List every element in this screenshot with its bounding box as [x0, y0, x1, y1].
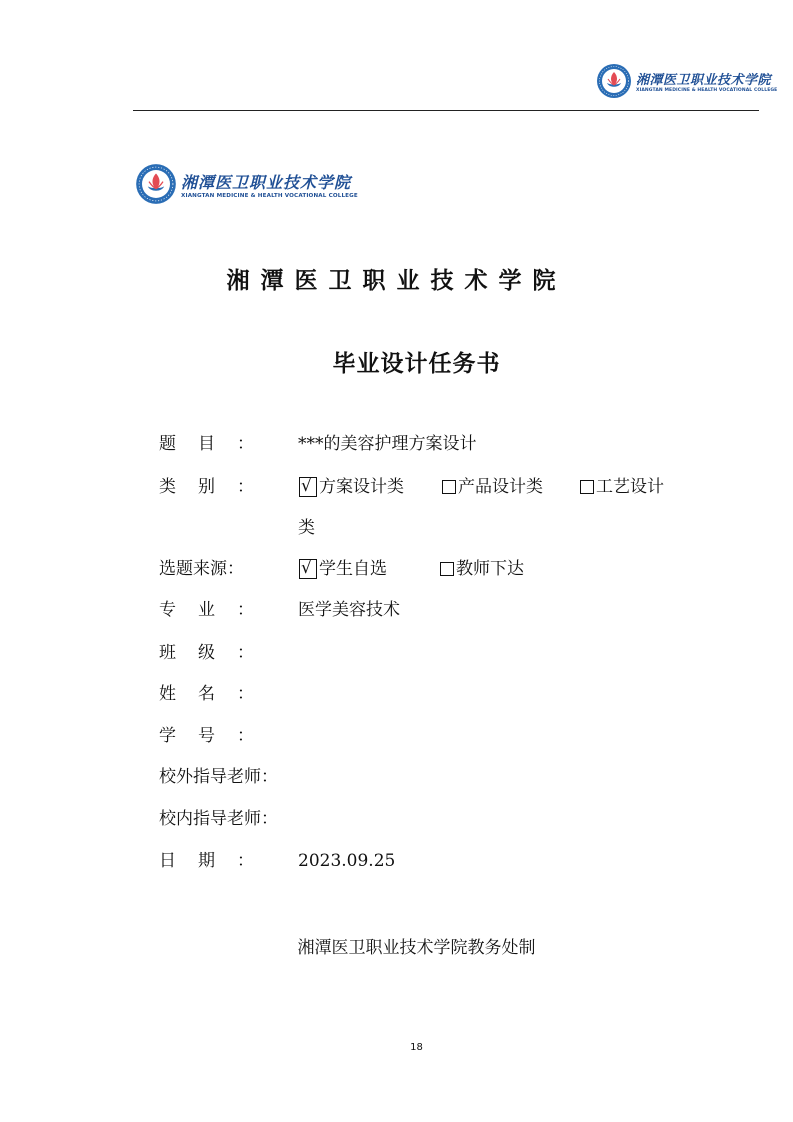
topic-label: 题目： [159, 434, 276, 454]
cover-logo-en: XIANGTAN MEDICINE & HEALTH VOCATIONAL COLLEGE [181, 192, 358, 199]
college-emblem-icon [596, 63, 632, 99]
checkbox-unchecked[interactable] [580, 480, 594, 494]
header-rule [133, 110, 759, 111]
checkbox-unchecked[interactable] [440, 562, 454, 576]
internal-advisor-label: 校内指导老师： [159, 809, 278, 829]
category-option-product[interactable]: 产品设计类 [442, 475, 543, 499]
cover-logo [135, 163, 358, 205]
class-label: 班级： [159, 643, 276, 663]
checkbox-unchecked[interactable] [442, 480, 456, 494]
header-logo [596, 63, 777, 99]
checkbox-checked[interactable]: √ [299, 477, 317, 497]
issuing-office: 湘潭医卫职业技术学院教务处制 [297, 938, 536, 958]
cover-logo-cn: 湘潭医卫职业技术学院 [181, 172, 352, 192]
major-label: 专业： [159, 600, 276, 620]
topic-value: ***的美容护理方案设计 [298, 434, 477, 454]
header-logo-cn: 湘潭医卫职业技术学院 [636, 73, 772, 88]
source-option-teacher[interactable]: 教师下达 [440, 557, 524, 581]
checkbox-checked[interactable]: √ [299, 559, 317, 579]
external-advisor-label: 校外指导老师： [159, 767, 278, 787]
date-label: 日期： [159, 851, 276, 871]
college-emblem-icon [135, 163, 177, 205]
student-id-label: 学号： [159, 726, 276, 746]
source-label: 选题来源： [159, 559, 244, 579]
category-label: 类别： [159, 477, 276, 497]
school-title: 湘潭医卫职业技术学院 [226, 268, 567, 294]
category-option-craft[interactable]: 工艺设计 [580, 475, 664, 499]
name-label: 姓名： [159, 684, 276, 704]
category-option-scheme[interactable]: √ 方案设计类 [301, 476, 404, 497]
header-logo-en: XIANGTAN MEDICINE & HEALTH VOCATIONAL COLLEGE [636, 88, 778, 93]
source-option-student[interactable]: √ 学生自选 [301, 558, 387, 579]
page-number: 18 [410, 1042, 423, 1053]
major-value: 医学美容技术 [298, 600, 400, 620]
category-wrap-text: 类 [298, 518, 315, 538]
document-title: 毕业设计任务书 [332, 351, 501, 377]
date-value: 2023.09.25 [298, 851, 396, 871]
